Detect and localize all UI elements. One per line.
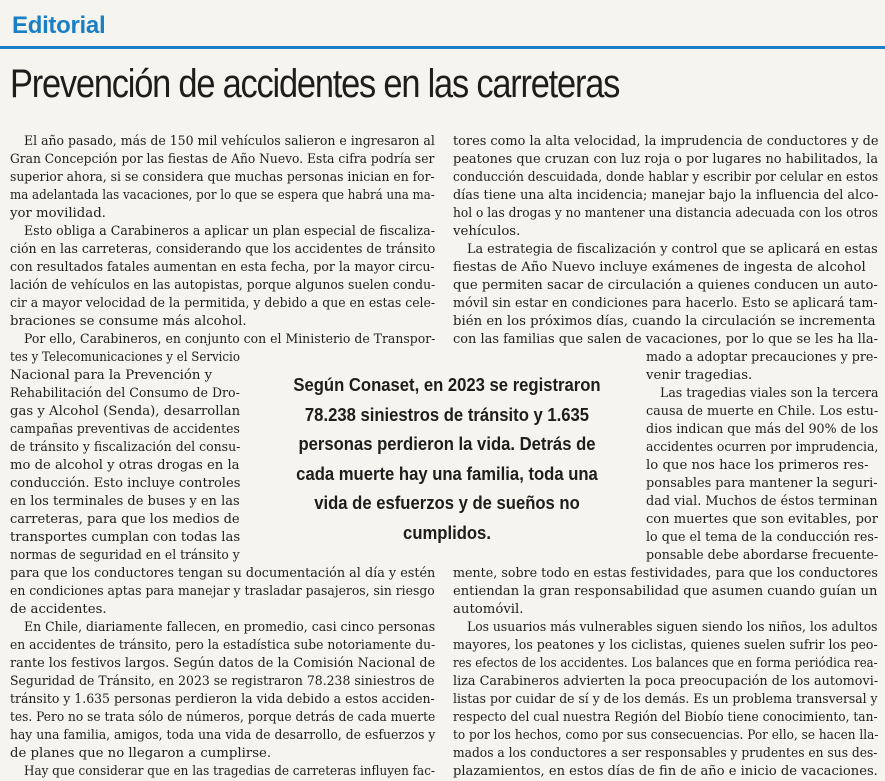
text-line: rante los festivos largos. Según datos de la Comisión Nacional de bbox=[10, 656, 436, 671]
text-line: Gran Concepción por las fiestas de Año Nuevo. Esta cifra podría ser bbox=[10, 152, 435, 167]
text-line: que permiten sacar de circulación a quienes conducen un auto- bbox=[453, 278, 878, 293]
text-line: Seguridad de Tránsito, en 2023 se registraron 78.238 siniestros de bbox=[10, 674, 435, 689]
text-line: bién en los próximos días, cuando la circulación se incrementa bbox=[453, 314, 876, 329]
text-line: braciones se consume más alcohol. bbox=[10, 314, 247, 329]
text-line: de accidentes. bbox=[10, 602, 107, 617]
text-line: cir a mayor velocidad de la permitida, y debido a que en estas cele- bbox=[10, 296, 436, 311]
text-line: En Chile, diariamente fallecen, en promedio, casi cinco personas bbox=[24, 620, 436, 635]
text-line: Nacional para la Prevención y bbox=[10, 368, 213, 383]
text-line: res efectos de los accidentes. Los balances que en forma periódica rea- bbox=[453, 656, 878, 671]
text-line: lación de vehículos en las autopistas, porque algunos suelen condu- bbox=[10, 278, 436, 293]
text-line: La estrategia de fiscalización y control que se aplicará en estas bbox=[467, 242, 878, 257]
section-label: Editorial bbox=[12, 12, 106, 39]
text-line: móvil sin estar en condiciones para hacerlo. Esto se aplicará tam- bbox=[453, 296, 878, 311]
text-line: tránsito y 1.635 personas perdieron la vida debido a estos acciden- bbox=[10, 692, 435, 707]
text-line: tes y Telecomunicaciones y el Servicio bbox=[10, 350, 240, 365]
text-line: normas de seguridad en el tránsito y bbox=[10, 548, 240, 563]
text-line: con muertes que son evitables, por bbox=[646, 512, 879, 527]
headline: Prevención de accidentes en las carreteras bbox=[10, 62, 620, 106]
text-line: dad vial. Muchos de éstos terminan bbox=[646, 494, 878, 509]
text-line: lo que nos hace los primeros res- bbox=[646, 458, 869, 473]
text-line: El año pasado, más de 150 mil vehículos salieron e ingresaron al bbox=[24, 134, 435, 149]
text-line: conducción descuidada, donde hablar y escribir por celular en estos bbox=[453, 170, 879, 185]
text-line: mayores, los peatones y los ciclistas, quienes suelen sufrir los peo- bbox=[453, 638, 878, 653]
text-line: yor movilidad. bbox=[10, 206, 106, 221]
text-line: transportes cumplan con todas las bbox=[10, 530, 241, 545]
text-line: superior ahora, si se considera que muchas personas inician en for- bbox=[10, 170, 435, 185]
text-line: mados a los conductores a ser responsables y prudentes en sus des- bbox=[453, 746, 878, 761]
text-line: respecto del cual nuestra Región del Biobío tiene conocimiento, tan- bbox=[453, 710, 878, 725]
text-line: Rehabilitación del Consumo de Dro- bbox=[10, 386, 240, 401]
text-line: con las familias que salen de vacaciones, por lo que se les ha lla- bbox=[453, 332, 878, 347]
text-line: automóvil. bbox=[453, 602, 524, 617]
text-line: de planes que no llegaron a cumplirse. bbox=[10, 746, 272, 761]
text-line: ponsables para mantener la seguri- bbox=[646, 476, 878, 491]
text-line: liza Carabineros advierten la poca preocupación de los automovi- bbox=[453, 674, 879, 689]
text-line: en los terminales de buses y en las bbox=[10, 494, 240, 509]
text-line: carreteras, para que los medios de bbox=[10, 512, 240, 527]
text-line: mado a adoptar precauciones y pre- bbox=[646, 350, 878, 365]
text-line: dios indican que más del 90% de los bbox=[646, 422, 879, 437]
text-line: plazamientos, en estos días de fin de año e inicio de vacaciones. bbox=[453, 764, 878, 779]
text-line: ción en las carreteras, considerando que los accidentes de tránsito bbox=[10, 242, 436, 257]
text-line: venir tragedias. bbox=[646, 368, 753, 383]
text-line: tores como la alta velocidad, la imprudencia de conductores y de bbox=[453, 134, 879, 149]
text-line: lo que el tema de la conducción res- bbox=[646, 530, 879, 545]
text-line: Esto obliga a Carabineros a aplicar un plan especial de fiscaliza- bbox=[24, 224, 435, 239]
text-line: para que los conductores tengan su documentación al día y estén bbox=[10, 566, 436, 581]
text-line: mente, sobre todo en estas festividades, para que los conductores bbox=[453, 566, 878, 581]
text-line: vehículos. bbox=[453, 224, 521, 239]
text-line: de tránsito y fiscalización del consu- bbox=[10, 440, 241, 455]
text-line: causa de muerte en Chile. Los estu- bbox=[646, 404, 879, 419]
text-line: Hay que considerar que en las tragedias de carreteras influyen fac- bbox=[24, 764, 435, 779]
text-line: mo de alcohol y otras drogas en la bbox=[10, 458, 240, 473]
pull-quote: Según Conaset, en 2023 se registraron 78.238 siniestros de tránsito y 1.635 personas perdieron la vida. Detrás de cada muerte hay una familia, toda una vida de esfuerzos y de sueños no cumplidos. bbox=[293, 374, 601, 543]
section-rule bbox=[0, 46, 885, 49]
text-line: hol o las drogas y no mantener una distancia adecuada con los otros bbox=[453, 206, 878, 221]
text-line: hay una familia, amigos, toda una vida de desarrollo, de esfuerzos y bbox=[10, 728, 436, 743]
text-line: tes. Pero no se trata sólo de números, porque detrás de cada muerte bbox=[10, 710, 436, 725]
text-line: entiendan la gran responsabilidad que asumen cuando guían un bbox=[453, 584, 878, 599]
text-line: días tiene una alta incidencia; manejar bajo la influencia del alco- bbox=[453, 188, 879, 203]
text-line: listas por cuidar de sí y de los demás. Es un problema transversal y bbox=[453, 692, 878, 707]
text-line: Por ello, Carabineros, en conjunto con el Ministerio de Transpor- bbox=[24, 332, 436, 347]
text-line: gas y Alcohol (Senda), desarrollan bbox=[10, 404, 241, 419]
text-line: to por los hechos, como por sus consecuencias. Por ello, se hacen lla- bbox=[453, 728, 879, 743]
text-line: en accidentes de tránsito, pero la estadística sube notoriamente du- bbox=[10, 638, 436, 653]
text-line: campañas preventivas de accidentes bbox=[10, 422, 240, 437]
text-line: accidentes ocurren por imprudencia, bbox=[646, 440, 879, 455]
text-line: con resultados fatales aumentan en esta fecha, por la mayor circu- bbox=[10, 260, 435, 275]
text-line: peatones que cruzan con luz roja o por lugares no habilitados, la bbox=[453, 152, 879, 167]
text-line: ma adelantada las vacaciones, por lo que se espera que habrá una ma- bbox=[10, 188, 435, 203]
text-line: ponsable debe abordarse frecuente- bbox=[646, 548, 879, 563]
text-line: conducción. Esto incluye controles bbox=[10, 476, 241, 491]
text-line: en condiciones aptas para manejar y trasladar pasajeros, sin riesgo bbox=[10, 584, 435, 599]
text-line: Las tragedias viales son la tercera bbox=[660, 386, 879, 401]
text-line: Los usuarios más vulnerables siguen siendo los niños, los adultos bbox=[467, 620, 878, 635]
text-line: fiestas de Año Nuevo incluye exámenes de ingesta de alcohol bbox=[453, 260, 866, 275]
